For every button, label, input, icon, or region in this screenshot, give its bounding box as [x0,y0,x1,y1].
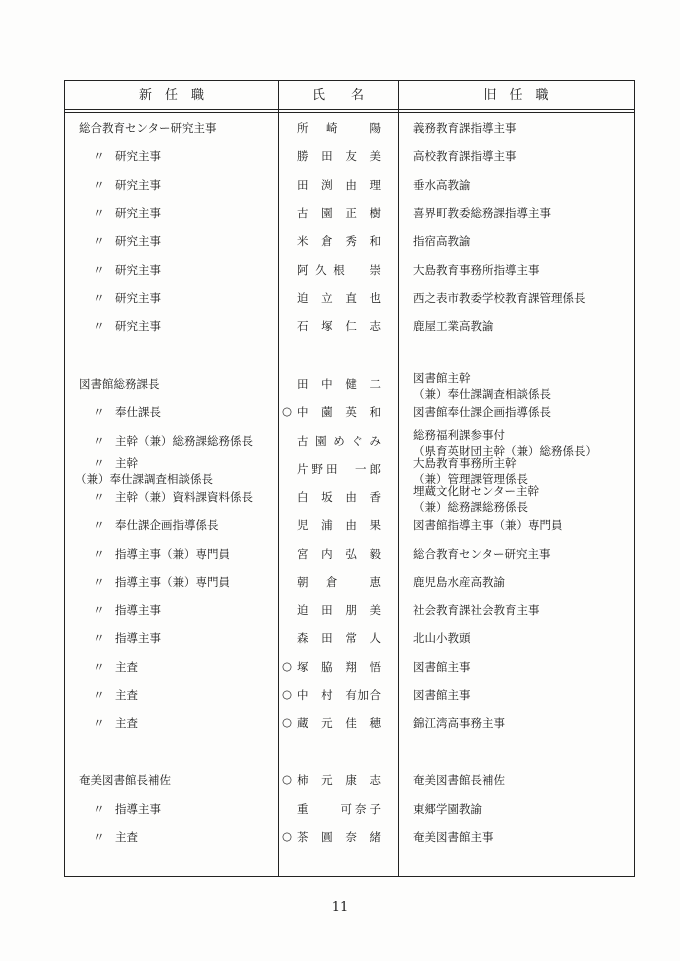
new-post-cell [75,455,279,487]
new-post: 主幹 [115,456,138,470]
ditto-mark: 〃 [93,456,105,470]
circle-mark-icon: ○ [281,829,293,843]
old-post: 義務教育課指導主事 [413,121,517,135]
new-post: 主査 [115,716,138,730]
new-post-cell [79,659,279,675]
old-post-cell [413,120,633,136]
ditto-mark: 〃 [93,178,105,192]
old-post-line2: （兼）管理課管理係長 [413,472,528,486]
new-post: 研究主事 [115,149,161,163]
old-post: 総務福利課参事付 [413,428,505,442]
new-post: 奉仕課長 [115,405,161,419]
old-post: 図書館奉仕課企画指導係長 [413,405,551,419]
person-name: 勝田友美 [297,149,381,163]
header-divider [65,109,634,110]
ditto-mark: 〃 [93,434,105,448]
old-post: 総合教育センター研究主事 [413,547,551,561]
old-post: 図書館主事 [413,660,471,674]
old-post: 東郷学園教諭 [413,802,482,816]
new-post-cell [79,376,279,392]
ditto-mark: 〃 [93,830,105,844]
new-post-cell [79,120,279,136]
ditto-mark: 〃 [93,263,105,277]
old-post: 大島教育事務所主幹 [413,456,517,470]
old-post: 社会教育課社会教育主事 [413,603,540,617]
old-post-cell [413,659,633,675]
new-post: 主幹（兼）総務課総務係長 [115,434,253,448]
new-post: 奉仕課企画指導係長 [115,518,219,532]
new-post-cell [79,433,279,449]
old-post-cell [413,517,633,533]
old-post-cell [413,233,633,249]
new-post: 主査 [115,660,138,674]
old-post: 高校教育課指導主事 [413,149,517,163]
person-name: 阿久根 崇 [297,263,381,277]
new-post-cell [79,489,279,505]
ditto-mark: 〃 [93,802,105,816]
old-post-cell [413,574,633,590]
new-post-cell [79,630,279,646]
person-name: 石塚仁志 [297,319,381,333]
old-post: 垂水高教諭 [413,178,471,192]
person-name: 古園正樹 [297,206,381,220]
person-name: 中 村 有加合 [297,688,381,702]
old-post: 喜界町教委総務課指導主事 [413,206,551,220]
header-name: 氏 名 [311,88,364,103]
old-post-cell [413,370,633,402]
person-name: 児浦由果 [297,518,381,532]
person-name: 森田常人 [297,631,381,645]
old-post-cell [413,546,633,562]
header-new-post: 新 任 職 [138,88,204,103]
person-name: 朝 倉 恵 [297,575,381,589]
ditto-mark: 〃 [93,547,105,561]
person-name: 茶圓奈緒 [297,830,381,844]
old-post: 図書館指導主事（兼）専門員 [413,518,563,532]
old-post-cell [413,483,633,515]
old-post: 西之表市教委学校教育課管理係長 [413,291,586,305]
new-post: 研究主事 [115,178,161,192]
person-name: 迫立直也 [297,291,381,305]
new-post: 総合教育センター研究主事 [79,121,217,135]
old-post: 北山小教頭 [413,631,471,645]
old-post: 奄美図書館長補佐 [413,773,505,787]
new-post: 研究主事 [115,263,161,277]
new-post-cell [79,290,279,306]
old-post: 図書館主幹 [413,371,471,385]
header-divider [65,112,634,113]
old-post-cell [413,630,633,646]
personnel-table [64,80,635,877]
new-post-cell [79,574,279,590]
new-post-cell [79,205,279,221]
ditto-mark: 〃 [93,518,105,532]
ditto-mark: 〃 [93,291,105,305]
person-name: 白坂由香 [297,490,381,504]
old-post-cell [413,602,633,618]
old-post: 図書館主事 [413,688,471,702]
new-post-cell [79,602,279,618]
new-post-cell [79,233,279,249]
ditto-mark: 〃 [93,206,105,220]
old-post-line2: （県育英財団主幹（兼）総務係長） [413,444,597,458]
new-post: 図書館総務課長 [79,377,160,391]
old-post-cell [413,205,633,221]
ditto-mark: 〃 [93,688,105,702]
ditto-mark: 〃 [93,716,105,730]
person-name: 米倉秀和 [297,234,381,248]
person-name: 重 可奈子 [297,802,381,816]
old-post-cell [413,715,633,731]
person-name: 柿元康志 [297,773,381,787]
new-post-cell [79,715,279,731]
new-post: 主幹（兼）資料課資料係長 [115,490,253,504]
new-post-cell [79,148,279,164]
new-post-cell [79,262,279,278]
new-post: 指導主事 [115,631,161,645]
old-post-cell [413,772,633,788]
new-post: 主査 [115,830,138,844]
old-post-cell [413,290,633,306]
ditto-mark: 〃 [93,319,105,333]
person-name: 迫田朋美 [297,603,381,617]
ditto-mark: 〃 [93,660,105,674]
old-post: 鹿屋工業高教諭 [413,319,494,333]
new-post-cell [79,687,279,703]
new-post: 指導主事 [115,603,161,617]
circle-mark-icon: ○ [281,687,293,701]
new-post-cell [79,546,279,562]
old-post-cell [413,829,633,845]
circle-mark-icon: ○ [281,404,293,418]
old-post-cell [413,801,633,817]
person-name: 宮内弘毅 [297,547,381,561]
circle-mark-icon: ○ [281,715,293,729]
person-name: 片野田 一郎 [297,462,381,476]
old-post: 錦江湾高事務主事 [413,716,505,730]
old-post-cell [413,687,633,703]
old-post-line2: （兼）奉仕課調査相談係長 [413,387,551,401]
person-name: 塚脇翔悟 [297,660,381,674]
old-post: 指宿高教諭 [413,234,471,248]
old-post: 埋蔵文化財センター主幹 [413,484,540,498]
new-post: 主査 [115,688,138,702]
old-post-line2: （兼）総務課総務係長 [413,500,528,514]
new-post: 研究主事 [115,206,161,220]
ditto-mark: 〃 [93,603,105,617]
ditto-mark: 〃 [93,490,105,504]
new-post-cell [79,177,279,193]
ditto-mark: 〃 [93,149,105,163]
new-post: 研究主事 [115,319,161,333]
new-post: 指導主事 [115,802,161,816]
ditto-mark: 〃 [93,631,105,645]
new-post-cell [79,829,279,845]
old-post-cell [413,177,633,193]
person-name: 古園めぐみ [297,434,381,448]
column-divider [398,81,399,876]
person-name: 田渕由理 [297,178,381,192]
old-post: 大島教育事務所指導主事 [413,263,540,277]
ditto-mark: 〃 [93,405,105,419]
person-name: 中薗英和 [297,405,381,419]
ditto-mark: 〃 [93,234,105,248]
old-post-cell [413,262,633,278]
old-post-cell [413,318,633,334]
circle-mark-icon: ○ [281,772,293,786]
header-old-post: 旧 任 職 [483,88,549,103]
page-number: 11 [331,900,349,915]
person-name: 蔵元佳穂 [297,716,381,730]
old-post: 奄美図書館主事 [413,830,494,844]
new-post-cell [79,801,279,817]
new-post: 研究主事 [115,291,161,305]
new-post-cell [79,404,279,420]
new-post-line2: （兼）奉仕課調査相談係長 [75,472,213,486]
circle-mark-icon: ○ [281,659,293,673]
new-post-cell [79,318,279,334]
new-post: 指導主事（兼）専門員 [115,575,230,589]
ditto-mark: 〃 [93,575,105,589]
old-post-cell [413,404,633,420]
old-post-cell [413,148,633,164]
person-name: 所 崎 陽 [297,121,381,135]
new-post: 指導主事（兼）専門員 [115,547,230,561]
new-post-cell [79,772,279,788]
person-name: 田中健二 [297,377,381,391]
new-post-cell [79,517,279,533]
old-post: 鹿児島水産高教諭 [413,575,505,589]
new-post: 研究主事 [115,234,161,248]
new-post: 奄美図書館長補佐 [79,773,171,787]
